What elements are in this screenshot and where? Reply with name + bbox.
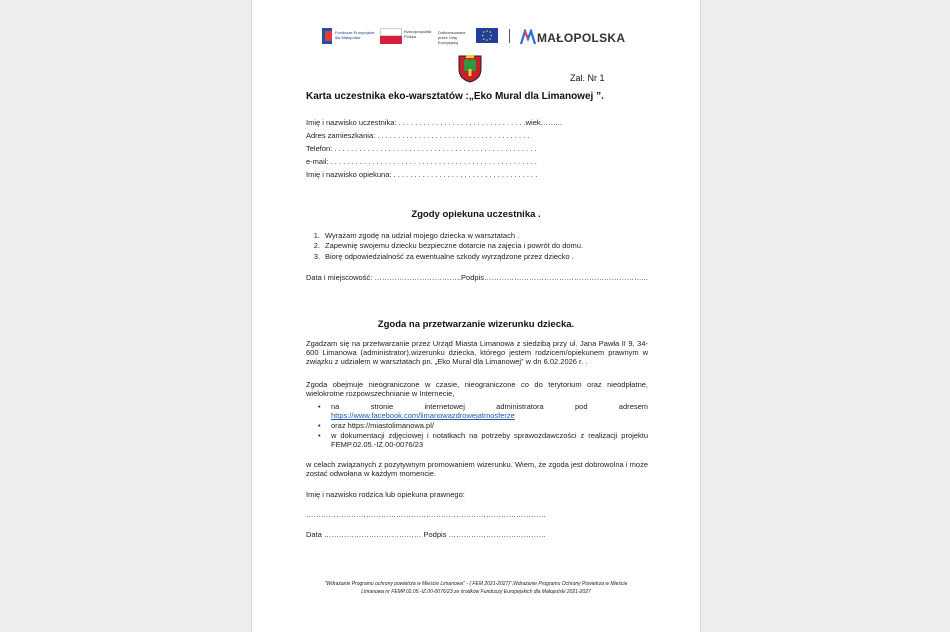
consent-item [306, 241, 583, 250]
list-item [318, 431, 648, 450]
image-consent-purpose: w celach związanych z pozytywnym promowaniem wizerunku. Wiem, że zgoda jest dobrowolna i może zostać odwołana w każdym momencie. [306, 460, 648, 479]
poland-flag-icon [380, 28, 402, 44]
consent-item-number: 3. [313, 252, 320, 261]
date-signature-line: Data ………………………………… Podpis ………………………………… [306, 530, 547, 539]
facebook-link[interactable]: https://www.facebook.com/limanowazdrowejatmosferze [331, 411, 515, 421]
address-field: Adres zamieszkania: . . . . . . . . . . . . . . . . . . . . . . . . . . . . . . . . . . . . . [306, 131, 530, 140]
malopolska-logo-text: MAŁOPOLSKA [537, 31, 626, 45]
consent-item-number: 1. [313, 231, 320, 240]
parent-name-label: Imię i nazwisko rodzica lub opiekuna prawnego: [306, 490, 465, 499]
participant-name-field: Imię i nazwisko uczestnika: . . . . . . . . . . . . . . . . . . . . . . . . . . . . . . .wiek……... [306, 118, 562, 127]
attachment-number: Zal. Nr 1 [570, 73, 605, 83]
limanowa-crest-icon [457, 53, 483, 83]
eu-funds-logo [322, 27, 374, 47]
list-item-text [331, 402, 648, 420]
consent-item-text: Zapewnię swojemu dziecku bezpieczne dotarcie na zajęcia i powrót do domu. [325, 241, 584, 250]
bullet-icon: • [318, 421, 321, 430]
consent-item [306, 231, 519, 240]
document-title: Karta uczestnika eko-warsztatów :„Eko Mural dla Limanowej ”. [306, 91, 604, 102]
date-place-signature-line: Data i miejscowość: ……………………………..Podpis………………………………………………………... [306, 273, 648, 282]
list-item-text: oraz https://miastolimanowa.pl/ [331, 421, 434, 430]
malopolska-mark-icon [520, 29, 536, 45]
list-item-text: w dokumentacji zdjęciowej i notatkach na potrzeby sprawozdawczości z realizacji projektu FEMP.02.05.-IZ.00-0076/23 [331, 431, 648, 450]
footer-line-1: "Wdrażanie Programu ochrony powietrza w Mieście Limanowa" - ( FEM 2021-2027)",Wdrażanie Programu Ochrony Powietrza w Mieście [324, 581, 628, 587]
eu-flag-icon [476, 28, 498, 43]
parent-name-line: …………………………………………………………………………………… [306, 510, 546, 519]
image-consent-paragraph: Zgadzam się na przetwarzanie przez Urząd Miasta Limanowa z siedzibą przy ul. Jana Pawła II 9, 34-600 Limanowa (administrator),wizerunku dziecka, którego jestem rodzicem/opiekunem prawnym w związku z udziałem w warsztatach pn. „Eko Mural dla Limanowej” w dn 6.02.2026 r. . [306, 339, 648, 367]
consent-item-text: Biorę odpowiedzialność za ewentualne szkody wyrządzone przez dziecko . [325, 252, 574, 261]
bullet-icon: • [318, 402, 321, 411]
consent-item [306, 252, 574, 261]
eu-funds-logo-text: Fundusze Europejskie dla Małopolski [335, 30, 375, 40]
phone-field: Telefon: . . . . . . . . . . . . . . . . . . . . . . . . . . . . . . . . . . . . . . . . . . . . . . . . . [306, 144, 537, 153]
document-page [251, 0, 701, 632]
list-item [318, 402, 648, 421]
bullet-text: na stronie internetowej administratora pod adresem [331, 402, 648, 411]
email-field: e-mail: . . . . . . . . . . . . . . . . . . . . . . . . . . . . . . . . . . . . . . . . . . . . . . . . . . [306, 157, 537, 166]
image-consent-heading: Zgoda na przetwarzanie wizerunku dziecka. [377, 319, 575, 330]
image-consent-scope: Zgoda obejmuje nieograniczone w czasie, nieograniczone co do terytorium oraz nieodpłatne, wielokrotne rozpowszechnianie w Internecie, [306, 380, 648, 399]
guardian-name-field: Imię i nazwisko opiekuna: . . . . . . . . . . . . . . . . . . . . . . . . . . . . . . . . . . . [306, 170, 538, 179]
bullet-icon: • [318, 431, 321, 440]
eu-funds-emblem-icon [322, 28, 332, 44]
list-item [318, 421, 648, 431]
poland-logo-text: Rzeczpospolita Polska [404, 29, 432, 39]
consent-item-number: 2. [313, 241, 320, 250]
logo-separator [509, 29, 510, 43]
footer-line-2: Limanowa nr FEMP.02.05.-IZ.00-0076/23 ze środków Funduszy Europejskich dla Małopolski 2021-2027 [361, 589, 591, 595]
eu-logo-text: Dofinansowane przez Unię Europejską [438, 30, 466, 45]
consents-heading: Zgody opiekuna uczestnika . [411, 209, 541, 220]
consent-item-text: Wyrażam zgodę na udział mojego dziecka w warsztatach . [325, 231, 520, 240]
